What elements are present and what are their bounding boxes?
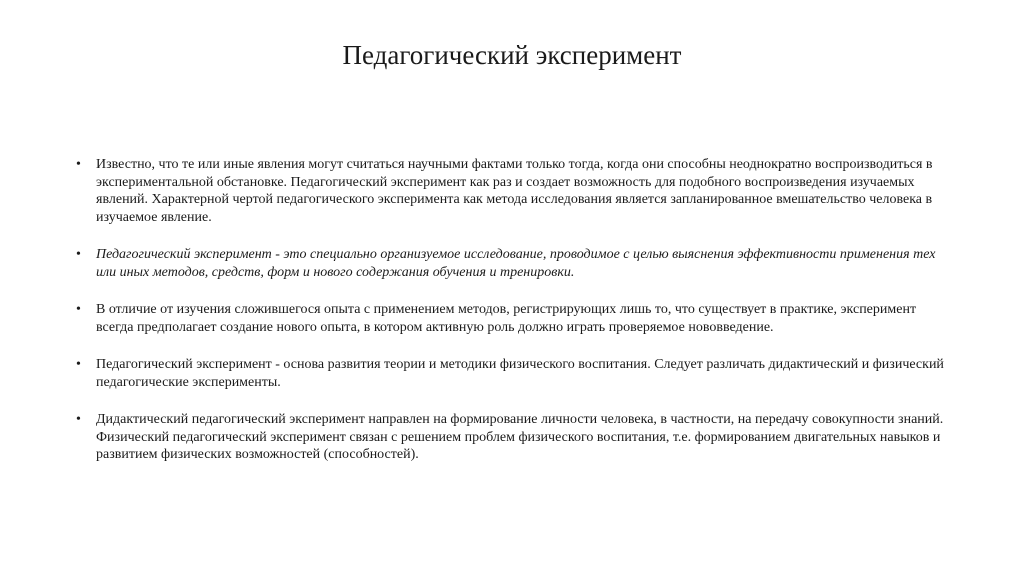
bullet-marker: •: [76, 357, 81, 372]
bullet-marker: •: [76, 412, 81, 427]
bullet-marker: •: [76, 247, 81, 262]
bullet-text-theory-basis: Педагогический эксперимент - основа развития теории и методики физического воспитания. Следует различать дидактический и физический педагогические эксперименты.: [96, 357, 944, 390]
bullet-marker: •: [76, 157, 81, 172]
bullet-text-experiment-reproducibility: Известно, что те или иные явления могут считаться научными фактами только тогда, когда они способны неоднократно воспроизводиться в экспериментальной обстановке. Педагогический эксперимент как раз и создает возможность для подобного воспроизведения изучаемых явлений. Характерной чертой педагогического эксперимента как метода исследования является запланированное вмешательство человека в изучаемое явление.: [96, 157, 933, 225]
bullet-item-3: [76, 301, 956, 336]
bullet-text-experiment-types: Дидактический педагогический эксперимент направлен на формирование личности человека, в частности, на передачу совокупности знаний. Физический педагогический эксперимент связан с решением проблем физического воспитания, т.е. формированием двигательных навыков и развитием физических возможностей (способностей).: [96, 412, 944, 462]
bullet-item-2: [76, 246, 956, 281]
bullet-list: [76, 156, 956, 464]
bullet-item-5: [76, 411, 956, 464]
bullet-item-1: [76, 156, 956, 226]
bullet-text-new-experience: В отличие от изучения сложившегося опыта с применением методов, регистрирующих лишь то, что существует в практике, эксперимент всегда предполагает создание нового опыта, в котором активную роль должно играть проверяемое нововведение.: [96, 302, 917, 335]
slide-title: Педагогический эксперимент: [342, 40, 682, 70]
bullet-text-definition: Педагогический эксперимент - это специально организуемое исследование, проводимое с целью выяснения эффективности применения тех или иных методов, средств, форм и нового содержания обучения и тренировки.: [96, 247, 936, 280]
bullet-marker: •: [76, 302, 81, 317]
slide-content: [76, 156, 956, 464]
bullet-item-4: [76, 356, 956, 391]
